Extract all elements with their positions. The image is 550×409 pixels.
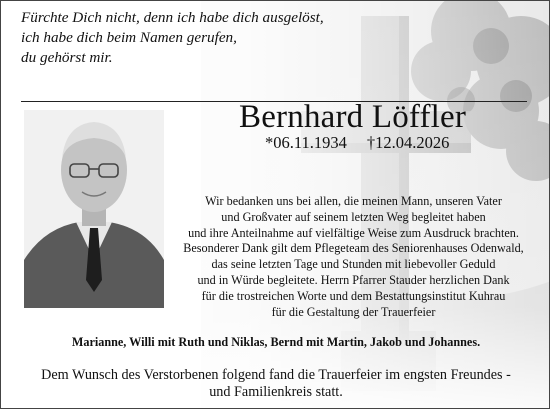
verse-line: ich habe dich beim Namen gerufen, [21, 29, 237, 46]
bible-verse [21, 8, 324, 68]
verse-line: du gehörst mir. [21, 49, 113, 66]
notice-line: und Familienkreis statt. [209, 384, 343, 400]
verse-line: Fürchte Dich nicht, denn ich habe dich ausgelöst, [21, 9, 324, 26]
thanks-line: und Großvater auf seinem letzten Weg begleitet haben [221, 209, 486, 224]
birth-date: *06.11.1934 [265, 133, 347, 152]
thanks-line: für die Gestaltung der Trauerfeier [271, 304, 436, 319]
thanks-line: das seine letzten Tage und Stunden mit liebevoller Geduld [211, 257, 496, 272]
portrait-photo [24, 110, 164, 308]
deceased-name: Bernhard Löffler [239, 99, 467, 135]
thanks-line: Besonderer Dank gilt dem Pflegeteam des Seniorenhauses Odenwald, [183, 241, 524, 256]
thanks-line: Wir bedanken uns bei allen, die meinen Mann, unseren Vater [205, 194, 502, 208]
thanks-line: für die trostreichen Worte und dem Bestattungsinstitut Kuhrau [201, 288, 506, 303]
portrait-illustration [24, 110, 164, 308]
thanks-text [161, 194, 546, 320]
death-date: †12.04.2026 [366, 133, 450, 152]
family-signatures: Marianne, Willi mit Ruth und Niklas, Bernd mit Martin, Jakob und Johannes. [71, 335, 481, 349]
thanks-line: und ihre Anteilnahme auf vielfältige Weise zum Ausdruck brachten. [188, 225, 519, 240]
thanks-line: und in Würde begleitete. Herrn Pfarrer Stauder herzlichen Dank [197, 272, 510, 287]
life-dates [265, 133, 449, 153]
notice-line: Dem Wunsch des Verstorbenen folgend fand die Trauerfeier im engsten Freundes - [41, 367, 511, 383]
funeral-notice [29, 367, 523, 401]
